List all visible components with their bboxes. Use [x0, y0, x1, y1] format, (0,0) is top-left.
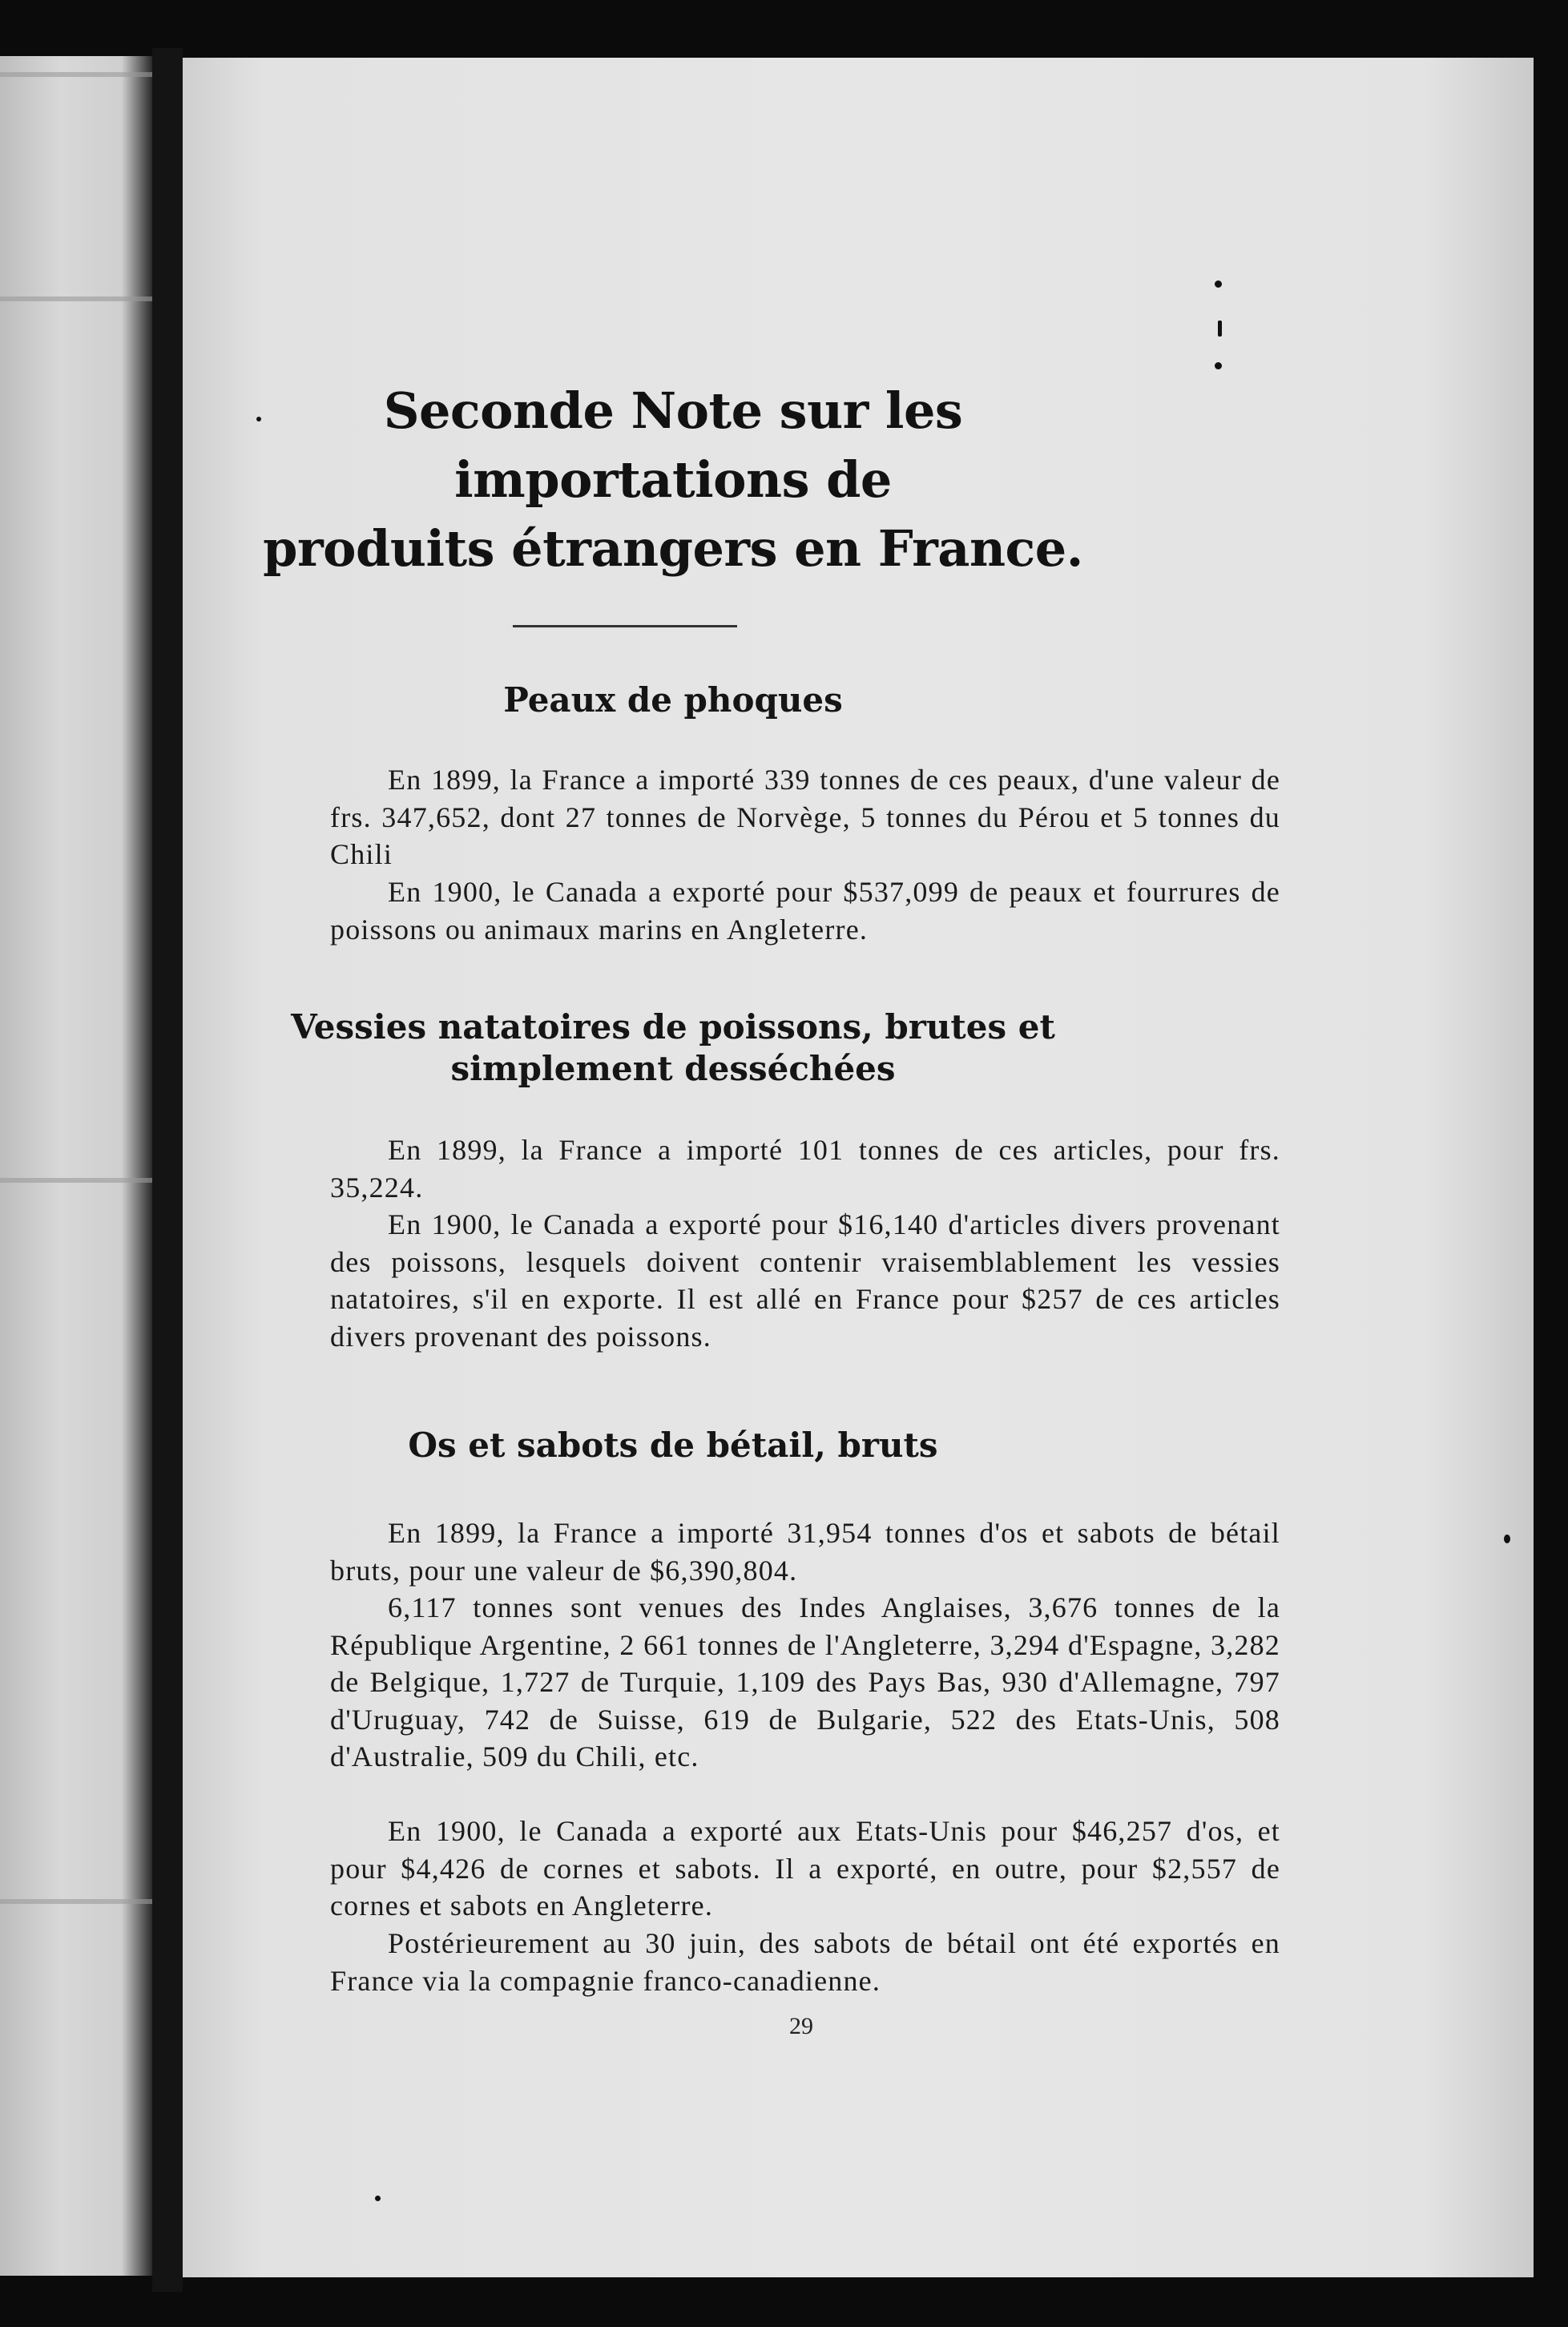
section-heading-bones-hooves: Os et sabots de bétail, bruts	[408, 1426, 938, 1465]
section-heading-line-1: Vessies natatoires de poissons, brutes et	[291, 1007, 1055, 1047]
speck	[1215, 362, 1222, 369]
speck	[375, 2196, 381, 2201]
scan-border-right	[1534, 48, 1568, 2292]
page-title	[240, 377, 1106, 583]
binding-gutter	[152, 48, 183, 2292]
section-heading-line-2: simplement desséchées	[450, 1049, 896, 1088]
title-divider	[513, 625, 737, 627]
title-line-1: Seconde Note sur les importations de	[383, 381, 963, 509]
section-heading-swim-bladders	[240, 1006, 1106, 1090]
paragraph: En 1900, le Canada a exporté aux Etats-Unis pour $46,257 d'os, et pour $4,426 de cornes et sabots. Il a exporté, en outre, pour $2,557 de cornes et sabots en Angleterre.	[330, 1815, 1280, 1922]
section-heading-seal-skins: Peaux de phoques	[503, 680, 843, 720]
paragraph: En 1899, la France a importé 339 tonnes de ces peaux, d'une valeur de frs. 347,652, dont 27 tonnes de Norvège, 5 tonnes du Pérou et 5 tonnes du Chili	[330, 764, 1280, 870]
page-number: 29	[789, 2013, 813, 2039]
speck	[1504, 1535, 1510, 1543]
paragraph: En 1899, la France a importé 31,954 tonnes d'os et sabots de bétail bruts, pour une valeur de $6,390,804.	[330, 1517, 1280, 1587]
paragraph: En 1899, la France a importé 101 tonnes de ces articles, pour frs. 35,224.	[330, 1134, 1280, 1204]
paragraph: En 1900, le Canada a exporté pour $537,099 de peaux et fourrures de poissons ou animaux marins en Angleterre.	[330, 876, 1280, 946]
adjacent-page-edge	[0, 56, 152, 2276]
title-line-2: produits étrangers en France.	[263, 519, 1083, 578]
paragraph: En 1900, le Canada a exporté pour $16,140 d'articles divers provenant des poissons, lesquels doivent contenir vraisemblablement les vessies natatoires, s'il en exporte. Il est allé en France pour $257 de ces articles divers provenant des poissons.	[330, 1208, 1280, 1353]
speck	[1215, 280, 1222, 288]
paragraph: Postérieurement au 30 juin, des sabots de bétail ont été exportés en France via la compagnie franco-canadienne.	[330, 1927, 1280, 1997]
paragraph: 6,117 tonnes sont venues des Indes Anglaises, 3,676 tonnes de la République Argentine, 2 661 tonnes de l'Angleterre, 3,294 d'Espagne, 3,282 de Belgique, 1,727 de Turquie, 1,109 des Pays Bas, 930 d'Allemagne, 797 d'Uruguay, 742 de Suisse, 619 de Bulgarie, 522 des Etats-Unis, 508 d'Australie, 509 du Chili, etc.	[330, 1591, 1280, 1772]
speck	[1218, 321, 1222, 337]
